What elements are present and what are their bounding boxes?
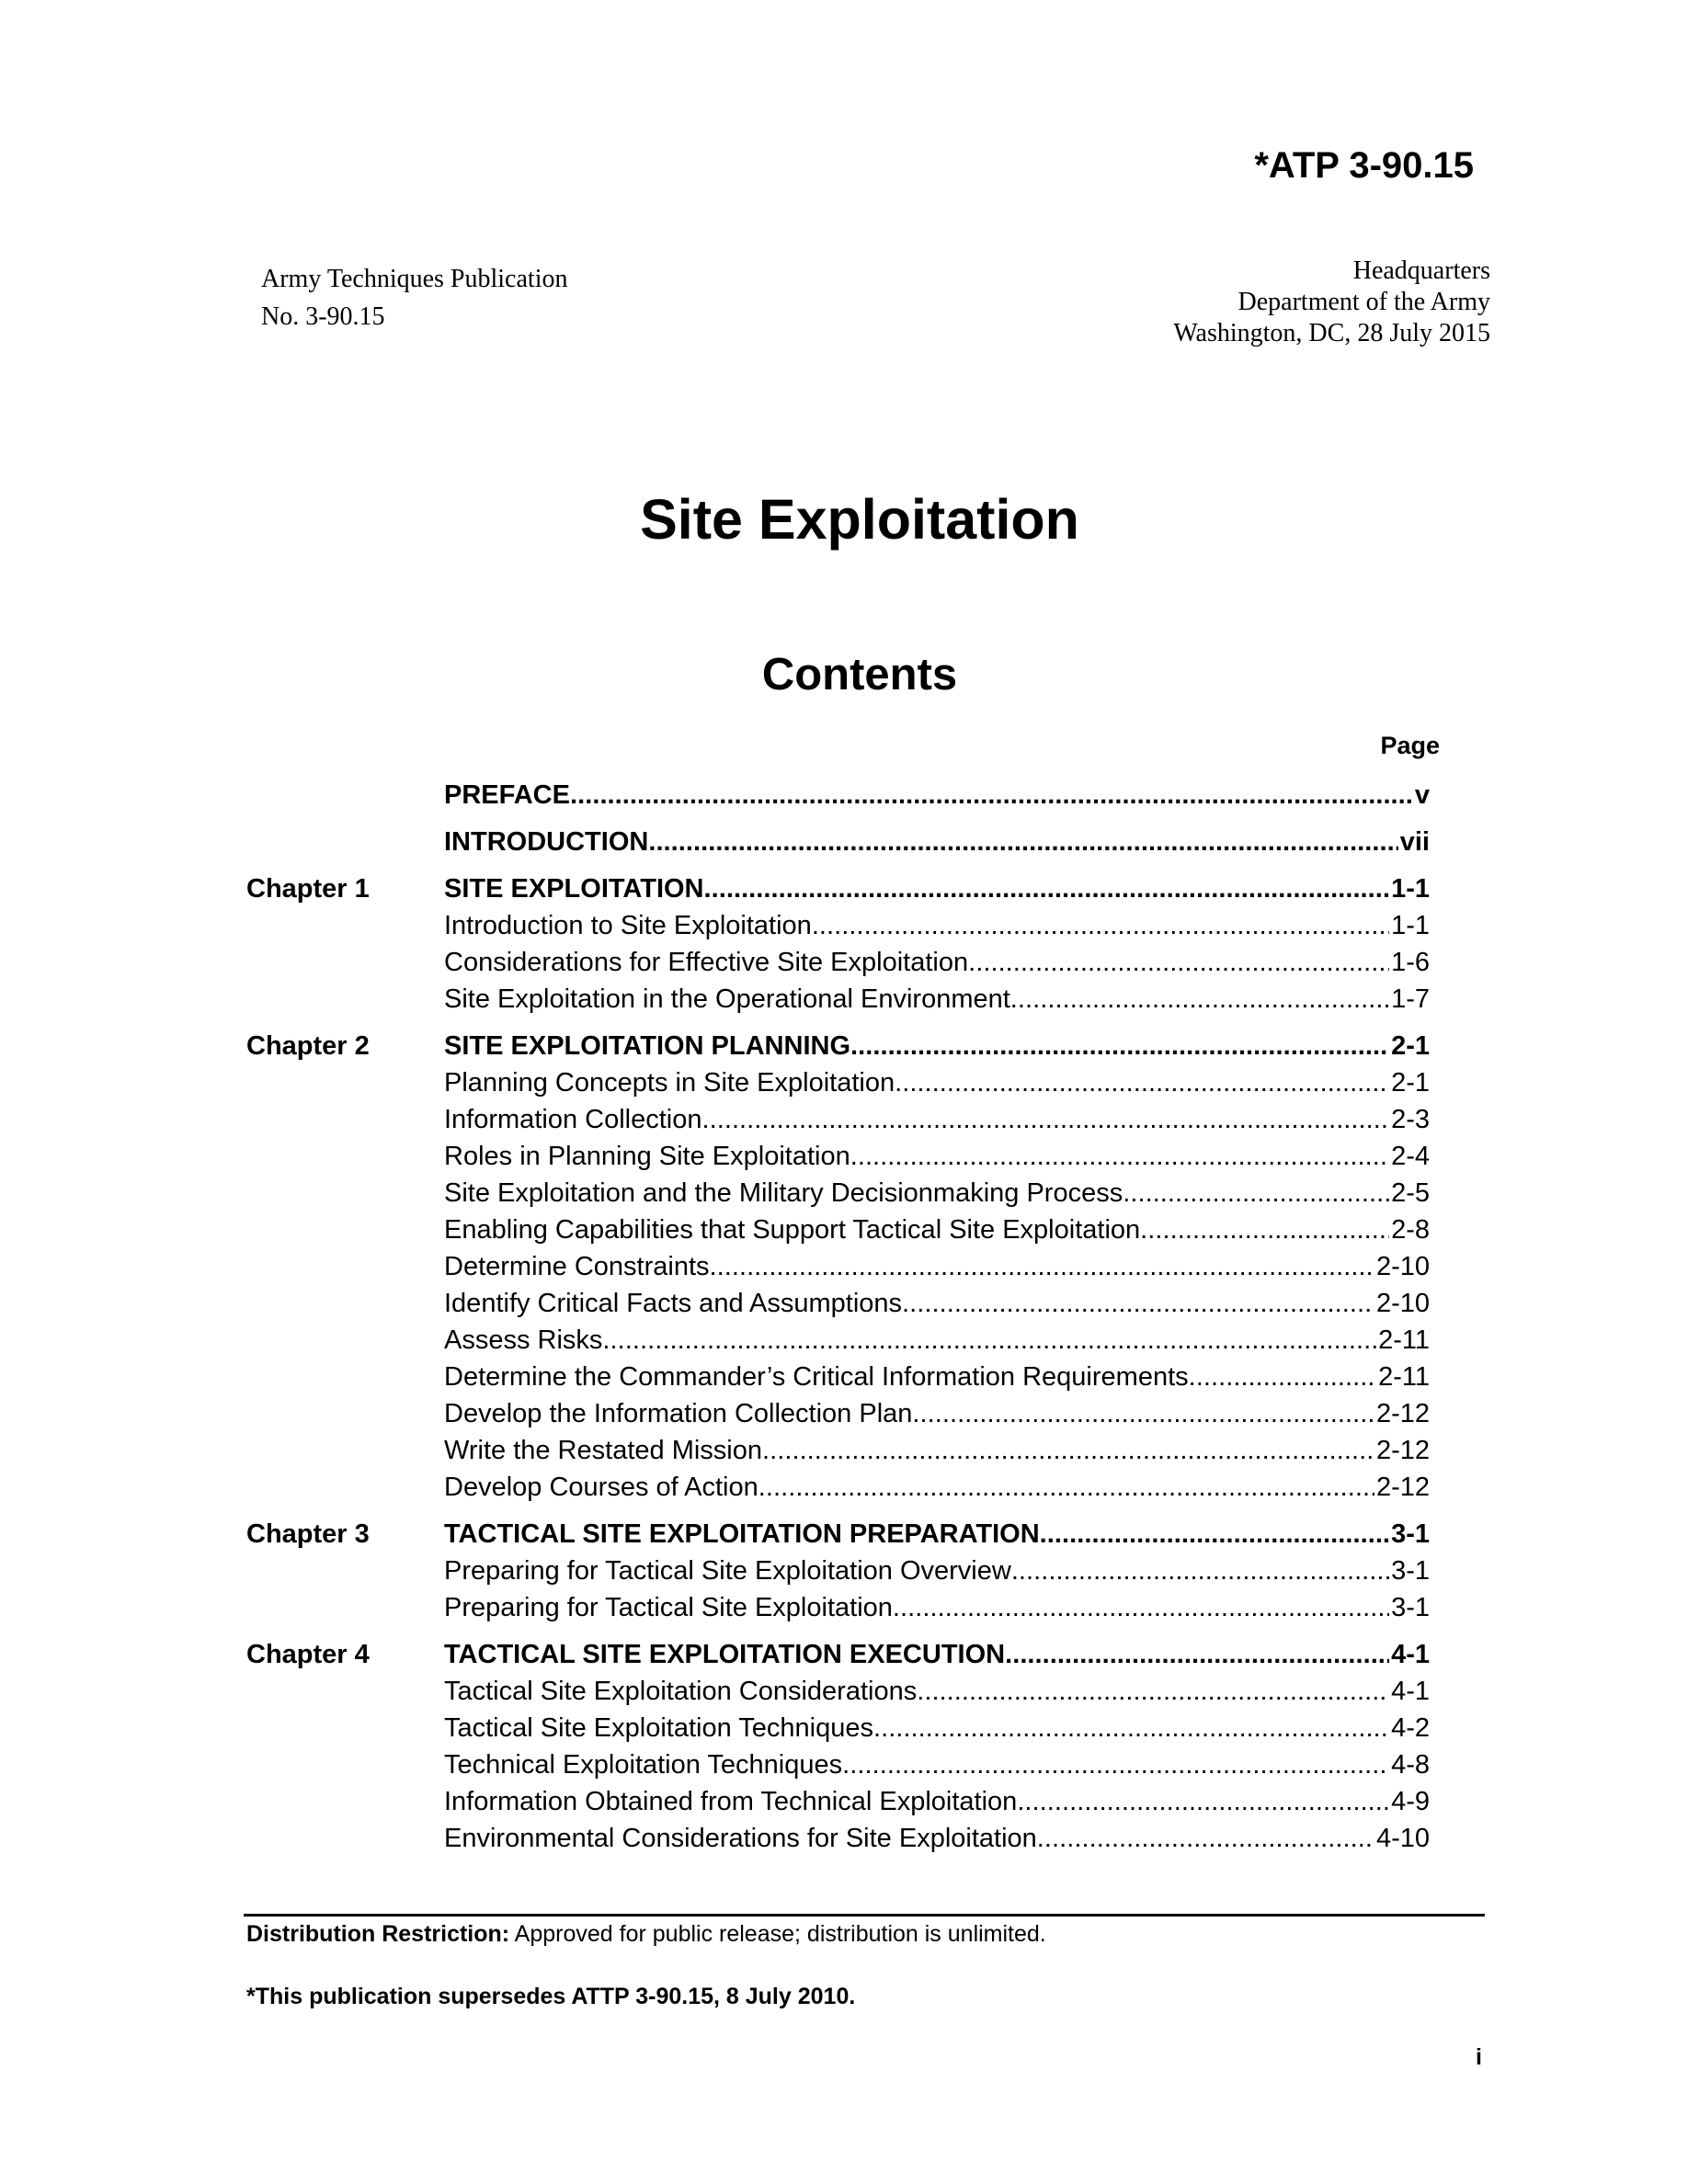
dot-leader	[602, 1325, 1376, 1356]
toc-entry	[444, 1177, 1430, 1209]
dot-leader	[570, 779, 1413, 811]
dot-leader	[842, 1749, 1389, 1780]
toc-entry	[444, 1472, 1430, 1503]
footer-divider	[244, 1914, 1485, 1917]
toc-entry-title: Information Collection	[444, 1105, 702, 1134]
toc-entry	[444, 947, 1430, 978]
toc-entry	[444, 1104, 1430, 1135]
toc-entry	[444, 1435, 1430, 1466]
location-date-line: Washington, DC, 28 July 2015	[1173, 319, 1490, 347]
toc-entry	[444, 1067, 1430, 1098]
toc-entry	[444, 1398, 1430, 1429]
toc-entry-page: 2-12	[1375, 1399, 1430, 1428]
toc-entry-title: Identify Critical Facts and Assumptions	[444, 1289, 903, 1318]
toc-entry-page: 2-4	[1391, 1142, 1430, 1171]
dot-leader	[1010, 984, 1389, 1015]
contents-heading: Contents	[761, 650, 958, 700]
toc-entry-title: TACTICAL SITE EXPLOITATION EXECUTION	[444, 1640, 1006, 1669]
toc-entry-page: 2-1	[1391, 1031, 1430, 1061]
toc-entry-page: 2-10	[1375, 1289, 1430, 1318]
dot-leader	[701, 1104, 1389, 1135]
toc-entry-page: 2-1	[1391, 1068, 1430, 1098]
toc-entry-title: TACTICAL SITE EXPLOITATION PREPARATION	[444, 1519, 1040, 1549]
toc-entry-title: Environmental Considerations for Site Exploitation	[444, 1824, 1037, 1853]
toc-major-entry	[444, 779, 1430, 811]
dot-leader	[1037, 1823, 1374, 1854]
page-number: i	[1476, 2044, 1482, 2070]
dot-leader	[895, 1067, 1389, 1098]
toc-entry-title: Planning Concepts in Site Exploitation	[444, 1068, 895, 1098]
toc-entry-title: Determine the Commander’s Critical Information Requirements	[444, 1362, 1189, 1392]
toc-entry-title: Preparing for Tactical Site Exploitation	[444, 1593, 893, 1622]
publication-number: No. 3-90.15	[261, 302, 385, 331]
dot-leader	[1017, 1786, 1389, 1817]
toc-entry-page: 4-9	[1391, 1787, 1430, 1816]
dot-leader	[710, 1251, 1374, 1282]
toc-entry	[444, 910, 1430, 941]
toc-entry-title: Considerations for Effective Site Exploitation	[444, 948, 969, 977]
dot-leader	[762, 1435, 1374, 1466]
dot-leader	[912, 1398, 1374, 1429]
toc-entry	[444, 1712, 1430, 1744]
toc-entry-title: Roles in Planning Site Exploitation	[444, 1142, 850, 1171]
toc-entry-title: Develop the Information Collection Plan	[444, 1399, 913, 1428]
chapter-label: Chapter 2	[246, 1031, 370, 1061]
toc-entry-page: 2-10	[1375, 1252, 1430, 1281]
dot-leader	[850, 1030, 1389, 1062]
toc-entry-page: 2-3	[1391, 1105, 1430, 1134]
toc-entry-page: 4-1	[1391, 1677, 1430, 1706]
publication-type: Army Techniques Publication	[261, 265, 568, 293]
toc-entry-title: Assess Risks	[444, 1325, 603, 1355]
toc-entry-page: 1-6	[1391, 948, 1430, 977]
distribution-label: Distribution Restriction:	[246, 1921, 510, 1947]
toc-entry	[444, 1288, 1430, 1319]
dot-leader	[902, 1288, 1374, 1319]
toc-entry-page: 2-8	[1391, 1215, 1430, 1245]
dot-leader	[850, 1141, 1389, 1172]
toc-entry-title: SITE EXPLOITATION	[444, 874, 704, 904]
toc-entry-page: 3-1	[1391, 1519, 1430, 1549]
chapter-label: Chapter 1	[246, 874, 370, 904]
distribution-restriction	[246, 1919, 1046, 1949]
chapter-label: Chapter 4	[246, 1640, 370, 1669]
toc-entry-title: SITE EXPLOITATION PLANNING	[444, 1031, 850, 1061]
headquarters-line: Headquarters	[1352, 256, 1490, 285]
toc-entry	[444, 1251, 1430, 1282]
page-column-label: Page	[1380, 732, 1440, 759]
toc-entry-title: Introduction to Site Exploitation	[444, 911, 812, 940]
toc-entry-page: v	[1414, 780, 1430, 810]
dot-leader	[1140, 1214, 1389, 1246]
toc-entry-page: 2-12	[1375, 1436, 1430, 1465]
distribution-text: Approved for public release; distribution is unlimited.	[509, 1921, 1046, 1947]
dot-leader	[648, 826, 1397, 858]
document-number: *ATP 3-90.15	[1254, 145, 1474, 186]
toc-major-entry	[444, 1639, 1430, 1670]
dot-leader	[893, 1592, 1389, 1623]
department-line: Department of the Army	[1237, 288, 1490, 316]
toc-major-entry	[444, 1030, 1430, 1062]
dot-leader	[1123, 1177, 1389, 1209]
toc-entry-page: vii	[1399, 827, 1430, 857]
toc-entry-title: Tactical Site Exploitation Considerations	[444, 1677, 918, 1706]
toc-entry	[444, 1555, 1430, 1587]
toc-entry	[444, 984, 1430, 1015]
toc-entry	[444, 1325, 1430, 1356]
toc-entry	[444, 1141, 1430, 1172]
toc-entry	[444, 1214, 1430, 1246]
toc-entry-page: 1-1	[1391, 911, 1430, 940]
toc-entry-page: 4-10	[1375, 1824, 1430, 1853]
toc-entry-title: Develop Courses of Action	[444, 1473, 758, 1502]
toc-entry-page: 2-5	[1391, 1178, 1430, 1208]
toc-entry	[444, 1786, 1430, 1817]
toc-entry-title: Tactical Site Exploitation Techniques	[444, 1713, 873, 1743]
dot-leader	[917, 1676, 1389, 1707]
dot-leader	[873, 1712, 1389, 1744]
toc-entry-page: 1-7	[1391, 984, 1430, 1014]
dot-leader	[1189, 1361, 1376, 1393]
chapter-label: Chapter 3	[246, 1519, 370, 1549]
toc-entry-title: INTRODUCTION	[444, 827, 649, 857]
toc-entry	[444, 1361, 1430, 1393]
document-title: Site Exploitation	[640, 488, 1079, 551]
dot-leader	[968, 947, 1389, 978]
toc-entry-title: Information Obtained from Technical Exploitation	[444, 1787, 1018, 1816]
dot-leader	[812, 910, 1389, 941]
toc-entry-title: Preparing for Tactical Site Exploitation Overview	[444, 1556, 1011, 1586]
toc-entry	[444, 1592, 1430, 1623]
dot-leader	[704, 873, 1390, 904]
toc-entry-title: Site Exploitation and the Military Decisionmaking Process	[444, 1178, 1123, 1208]
toc-entry-page: 4-2	[1391, 1713, 1430, 1743]
dot-leader	[1005, 1639, 1389, 1670]
toc-entry-page: 4-8	[1391, 1750, 1430, 1780]
toc-entry-page: 3-1	[1391, 1556, 1430, 1586]
supersedes-note: *This publication supersedes ATTP 3-90.15, 8 July 2010.	[246, 1984, 856, 2009]
toc-entry	[444, 1823, 1430, 1854]
toc-entry-title: Technical Exploitation Techniques	[444, 1750, 843, 1780]
toc-entry-page: 4-1	[1391, 1640, 1430, 1669]
toc-major-entry	[444, 1519, 1430, 1550]
dot-leader	[1011, 1555, 1389, 1587]
toc-entry-page: 1-1	[1391, 874, 1430, 904]
toc-entry-page: 2-11	[1378, 1362, 1430, 1392]
dot-leader	[758, 1472, 1374, 1503]
toc-entry-page: 2-12	[1375, 1473, 1430, 1502]
toc-entry-title: PREFACE	[444, 780, 570, 810]
toc-entry-title: Site Exploitation in the Operational Environment	[444, 984, 1010, 1014]
toc-entry-title: Write the Restated Mission	[444, 1436, 762, 1465]
toc-entry	[444, 1676, 1430, 1707]
toc-major-entry	[444, 826, 1430, 858]
toc-entry-page: 2-11	[1378, 1325, 1430, 1355]
toc-major-entry	[444, 873, 1430, 904]
toc-entry-title: Determine Constraints	[444, 1252, 710, 1281]
toc-entry-title: Enabling Capabilities that Support Tactical Site Exploitation	[444, 1215, 1141, 1245]
toc-entry-page: 3-1	[1391, 1593, 1430, 1622]
toc-entry	[444, 1749, 1430, 1780]
dot-leader	[1040, 1519, 1389, 1550]
